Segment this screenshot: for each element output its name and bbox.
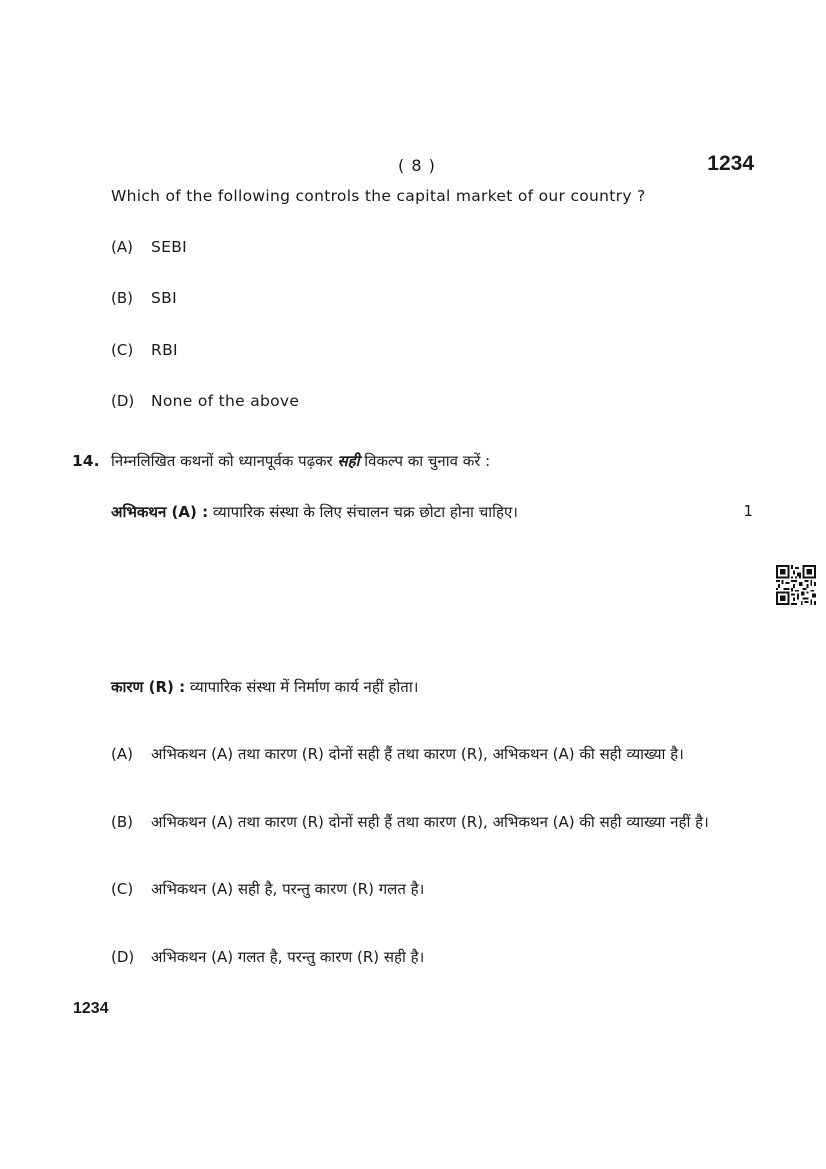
q13-option-a-label: (A)	[111, 238, 133, 256]
reason-label: कारण (R) :	[111, 678, 186, 696]
q13-option-b-label: (B)	[111, 289, 133, 307]
question-14-instruction	[111, 451, 490, 471]
assertion-label: अभिकथन (A) :	[111, 503, 209, 521]
marks: 1	[743, 502, 753, 520]
q14-option-a-label: (A)	[111, 745, 133, 763]
q14-option-c-label: (C)	[111, 880, 134, 898]
q13-option-d-text: None of the above	[151, 392, 300, 410]
question-13-text: Which of the following controls the capital market of our country ?	[111, 187, 646, 205]
q13-option-c-label: (C)	[111, 341, 134, 359]
instruction-after: विकल्प का चुनाव करें :	[364, 452, 491, 470]
q14-option-d-text: अभिकथन (A) गलत है, परन्तु कारण (R) सही है।	[151, 948, 425, 966]
q13-option-c-text: RBI	[151, 341, 178, 359]
q14-option-d-label: (D)	[111, 948, 135, 966]
q13-option-a-text: SEBI	[151, 238, 188, 256]
assertion-text: व्यापारिक संस्था के लिए संचालन चक्र छोटा होना चाहिए।	[212, 503, 518, 521]
assertion-line	[111, 502, 518, 522]
paper-code-top: 1234	[707, 152, 754, 175]
paper-code-bottom: 1234	[73, 1000, 109, 1017]
q13-option-d-label: (D)	[111, 392, 135, 410]
instruction-before: निम्नलिखित कथनों को ध्यानपूर्वक पढ़कर	[111, 452, 333, 470]
q14-option-b-text: अभिकथन (A) तथा कारण (R) दोनों सही हैं तथा कारण (R), अभिकथन (A) की सही व्याख्या नहीं है।	[151, 813, 709, 831]
question-14-number: 14.	[72, 452, 100, 470]
q14-option-c-text: अभिकथन (A) सही है, परन्तु कारण (R) गलत है।	[151, 880, 425, 898]
q13-option-b-text: SBI	[151, 289, 177, 307]
instruction-emphasis: सही	[337, 452, 360, 470]
qr-code-icon	[776, 565, 816, 605]
reason-text: व्यापारिक संस्था में निर्माण कार्य नहीं होता।	[189, 678, 419, 696]
q14-option-a-text: अभिकथन (A) तथा कारण (R) दोनों सही हैं तथा कारण (R), अभिकथन (A) की सही व्याख्या है।	[151, 745, 684, 763]
reason-line	[111, 677, 418, 697]
q14-option-b-label: (B)	[111, 813, 133, 831]
page-number: ( 8 )	[398, 156, 436, 175]
